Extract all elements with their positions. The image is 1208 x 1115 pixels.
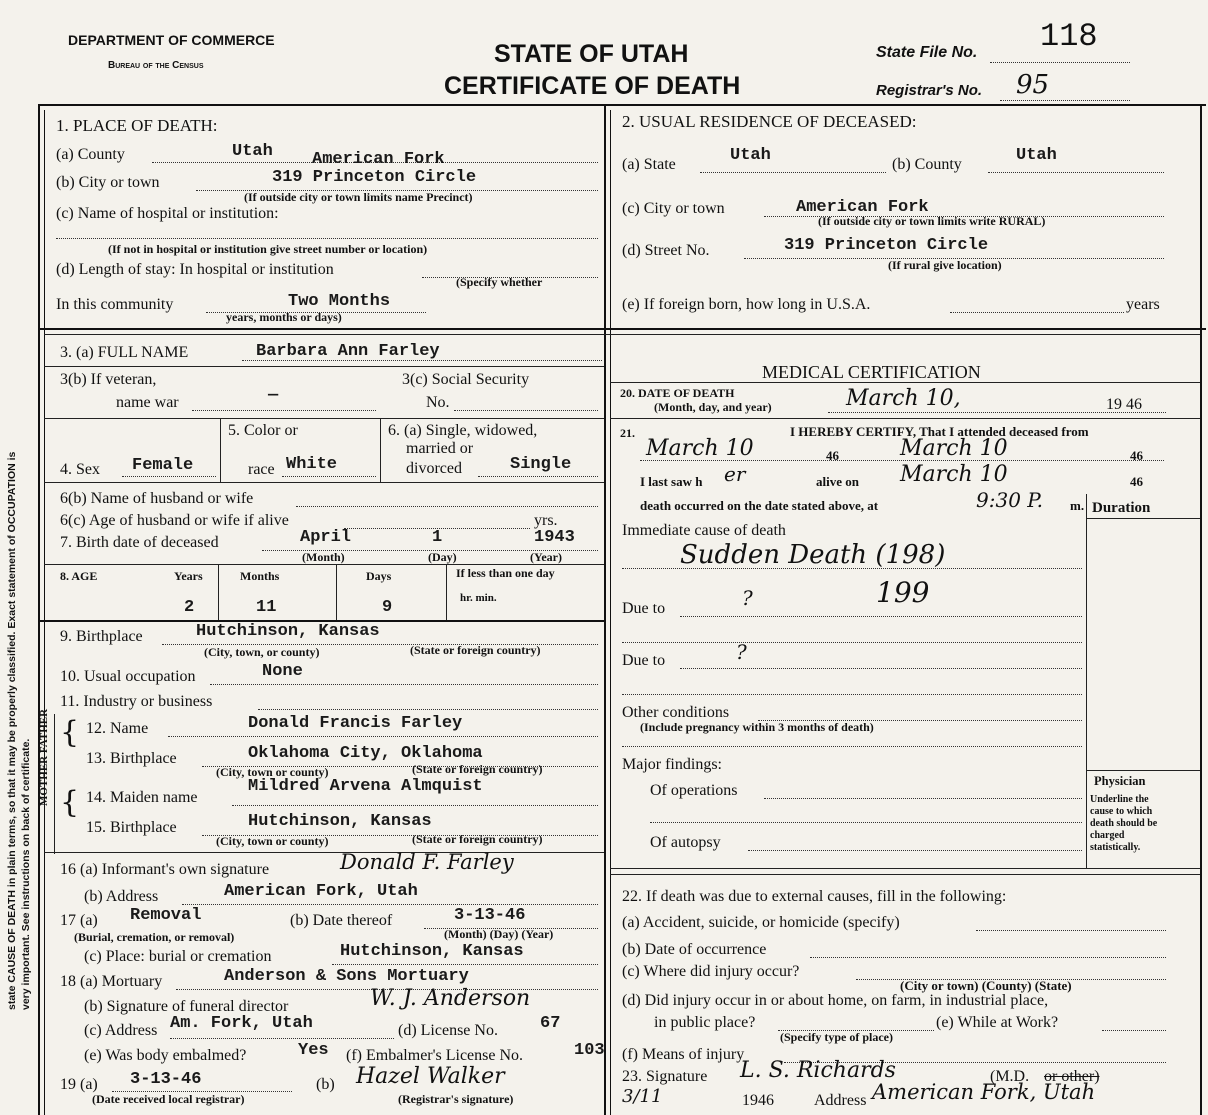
license-label: (d) License No. [398, 1022, 498, 1039]
street-note: (If rural give location) [888, 258, 1002, 272]
s22f-label: (f) Means of injury [622, 1046, 745, 1063]
embalmed-label: (e) Was body embalmed? [84, 1047, 247, 1064]
removal-value: Removal [130, 906, 202, 925]
res-county-label: (b) County [892, 156, 962, 173]
attend-to: March 10 [900, 436, 1008, 461]
age-hw-label: 6(c) Age of husband or wife if alive [60, 512, 289, 529]
inf-address-value: American Fork, Utah [224, 882, 418, 901]
fullname-label: 3. (a) FULL NAME [60, 344, 189, 361]
disposition-date-note: (Month) (Day) (Year) [444, 927, 554, 941]
month-note: (Month) [302, 550, 345, 564]
state-file-value: 118 [1040, 18, 1098, 55]
bureau: Bureau of the Census [108, 60, 204, 71]
time-value: 9:30 P. [976, 488, 1044, 512]
husband-label: 6(b) Name of husband or wife [60, 490, 254, 507]
operations-label: Of operations [650, 782, 738, 799]
community-value: Two Months [288, 292, 391, 311]
res-city-note: (If outside city or town limits write RURAL) [818, 214, 1046, 228]
city-value: 319 Princeton Circle [272, 168, 477, 187]
sec2-title: 2. USUAL RESIDENCE OF DECEASED: [622, 112, 917, 131]
war-label: name war [116, 394, 179, 411]
mother-city-note: (City, town or county) [216, 834, 329, 848]
street-value: 319 Princeton Circle [784, 236, 989, 255]
mortuary-value: Anderson & Sons Mortuary [224, 967, 469, 986]
duration-label: Duration [1092, 500, 1151, 516]
city-label: (b) City or town [56, 174, 160, 191]
year-note: (Year) [530, 550, 562, 564]
stay-label: (d) Length of stay: In hospital or institution [56, 261, 334, 278]
other-label: Other conditions [622, 704, 730, 721]
mother-label: 14. Maiden name [86, 789, 198, 806]
occupation-label: 10. Usual occupation [60, 668, 196, 685]
s22d-label: (d) Did injury occur in or about home, on farm, in industrial place, [622, 992, 1049, 1009]
registrar-sig-note: (Registrar's signature) [398, 1092, 514, 1106]
autopsy-label: Of autopsy [650, 834, 721, 851]
signature-year: 1946 [742, 1092, 774, 1109]
registrar-value: 95 [1016, 70, 1050, 100]
father-bp-value: Oklahoma City, Oklahoma [248, 744, 483, 763]
s22b-label: (b) Date of occurrence [622, 941, 767, 958]
title-state: STATE OF UTAH [494, 40, 689, 68]
marital-label-1: 6. (a) Single, widowed, [388, 422, 538, 439]
license-value: 67 [540, 1014, 561, 1033]
place-town-value: American Fork [312, 150, 445, 169]
father-name-label: 12. Name [86, 720, 149, 737]
months-col-label: Months [240, 569, 280, 583]
occurred-label: death occurred on the date stated above, at [640, 498, 879, 513]
physician-signature: L. S. Richards [740, 1058, 896, 1083]
mother-state-note: (State or foreign country) [412, 832, 543, 846]
hospital-label: (c) Name of hospital or institution: [56, 205, 279, 222]
to-year: 46 [1130, 448, 1143, 463]
embalmer-label: (f) Embalmer's License No. [346, 1047, 524, 1064]
years-label: years [1126, 296, 1160, 313]
marital-label-2: married or [406, 440, 474, 457]
father-bp-label: 13. Birthplace [86, 750, 177, 767]
ss-no-label: No. [426, 394, 450, 411]
birth-month: April [300, 528, 352, 547]
county-value: Utah [232, 142, 273, 161]
color-label: 5. Color or [228, 422, 298, 439]
s23-address-label: Address [814, 1092, 867, 1109]
registrar-signature: Hazel Walker [356, 1064, 505, 1089]
physician-note: Underline the cause to which death should be charged statistically. [1090, 794, 1158, 853]
mortuary-label: 18 (a) Mortuary [60, 973, 163, 990]
bp-city-note: (City, town, or county) [204, 645, 320, 659]
inf-address-label: (b) Address [84, 888, 159, 905]
alive-label: alive on [816, 474, 859, 489]
birth-year: 1943 [534, 528, 575, 547]
industry-label: 11. Industry or business [60, 693, 213, 710]
s23-label: 23. Signature [622, 1068, 708, 1085]
attend-from: March 10 [646, 436, 754, 461]
age-days: 9 [382, 598, 393, 617]
physician-label: Physician [1094, 774, 1146, 788]
mortuary-address-label: (c) Address [84, 1022, 158, 1039]
other-note: (Include pregnancy within 3 months of death) [640, 720, 874, 734]
due2-value: ? [736, 640, 747, 664]
specify-note: (Specify whether [456, 275, 543, 289]
cause-code: 199 [876, 576, 930, 609]
res-city-value: American Fork [796, 198, 929, 217]
registrar-label: Registrar's No. [876, 82, 983, 99]
medical-title: MEDICAL CERTIFICATION [762, 362, 981, 382]
mortuary-address-value: Am. Fork, Utah [170, 1014, 313, 1033]
s22c-note: (City or town) (County) (State) [900, 978, 1072, 993]
registrar-date-value: 3-13-46 [130, 1070, 202, 1089]
embalmer-value: 103 [574, 1041, 605, 1060]
age-years: 2 [184, 598, 195, 617]
physician-address: American Fork, Utah [872, 1080, 1096, 1104]
informant-label: 16 (a) Informant's own signature [60, 861, 270, 878]
bp-state-note: (State or foreign country) [410, 643, 541, 657]
birthplace-label: 9. Birthplace [60, 628, 143, 645]
mother-bp-label: 15. Birthplace [86, 819, 177, 836]
embalmed-value: Yes [298, 1041, 329, 1060]
veteran-label: 3(b) If veteran, [60, 371, 157, 388]
father-state-note: (State or foreign country) [412, 762, 543, 776]
removal-note: (Burial, cremation, or removal) [74, 930, 235, 944]
alive-year: 46 [1130, 474, 1143, 489]
d20-label: 20. DATE OF DEATH [620, 386, 735, 400]
marital-label-3: divorced [406, 460, 462, 477]
days-col-label: Days [366, 569, 392, 583]
md-label: (M.D. [990, 1068, 1030, 1085]
race-label: race [248, 461, 275, 478]
s22e-label: (e) While at Work? [936, 1014, 1059, 1031]
director-label: (b) Signature of funeral director [84, 998, 289, 1015]
lessday-label: If less than one day [456, 566, 555, 580]
birthplace-value: Hutchinson, Kansas [196, 622, 380, 641]
age-label: 8. AGE [60, 569, 98, 583]
registrar-sig-label: (b) [316, 1076, 335, 1093]
signature-date: 3/11 [622, 1086, 663, 1107]
certify-text: I HEREBY CERTIFY, That I attended deceased from [790, 424, 1089, 439]
age-months: 11 [256, 598, 277, 617]
major-label: Major findings: [622, 756, 722, 773]
d20-note: (Month, day, and year) [654, 400, 772, 414]
registrar-date-label: 19 (a) [60, 1076, 98, 1093]
res-county-value: Utah [1016, 146, 1057, 165]
informant-signature: Donald F. Farley [340, 850, 514, 874]
father-name-value: Donald Francis Farley [248, 714, 463, 733]
s22c-label: (c) Where did injury occur? [622, 963, 800, 980]
mother-value: Mildred Arvena Almquist [248, 777, 483, 796]
lastsaw-label: I last saw h [640, 474, 703, 489]
due2-label: Due to [622, 652, 666, 669]
marital-value: Single [510, 455, 572, 474]
other-title: or other) [1044, 1068, 1100, 1085]
mother-bp-value: Hutchinson, Kansas [248, 812, 432, 831]
years-col-label: Years [174, 569, 203, 583]
due1-label: Due to [622, 600, 666, 617]
d20-year: 19 46 [1106, 396, 1142, 413]
day-note: (Day) [428, 550, 457, 564]
war-value: — [268, 386, 279, 405]
res-state-label: (a) State [622, 156, 676, 173]
occupation-value: None [262, 662, 303, 681]
s22-label: 22. If death was due to external causes, fill in the following: [622, 888, 1007, 905]
place-value: Hutchinson, Kansas [340, 942, 524, 961]
department: DEPARTMENT OF COMMERCE [68, 32, 275, 48]
father-city-note: (City, town or county) [216, 765, 329, 779]
c21-label: 21. [620, 426, 635, 440]
margin-instruction-2: very important. See instructions on back of certificate. [20, 738, 32, 1010]
m-label: m. [1070, 498, 1085, 513]
s22a-label: (a) Accident, suicide, or homicide (specify) [622, 914, 900, 931]
due1-value: ? [742, 586, 753, 610]
alive-value: March 10 [900, 462, 1008, 487]
sec1-title: 1. PLACE OF DEATH: [56, 116, 218, 135]
yrs-label: yrs. [534, 512, 558, 529]
immediate-label: Immediate cause of death [622, 522, 786, 539]
director-signature: W. J. Anderson [370, 986, 531, 1011]
ss-label: 3(c) Social Security [402, 371, 530, 388]
state-file-label: State File No. [876, 44, 978, 61]
s22d-note: (Specify type of place) [780, 1030, 893, 1044]
fullname-value: Barbara Ann Farley [256, 342, 440, 361]
margin-instruction-1: state CAUSE OF DEATH in plain terms, so that it may be properly classified. Exact statement of OCCUPATION is [6, 451, 18, 1010]
from-year: 46 [826, 448, 839, 463]
street-label: (d) Street No. [622, 242, 710, 259]
parent-side-label: MOTHER FATHER [38, 708, 50, 806]
disposition-date-label: (b) Date thereof [290, 912, 393, 929]
foreign-label: (e) If foreign born, how long in U.S.A. [622, 296, 871, 313]
s22d2-label: in public place? [654, 1014, 756, 1031]
removal-label: 17 (a) [60, 912, 98, 929]
immediate-value: Sudden Death (198) [680, 540, 946, 570]
sex-value: Female [132, 456, 194, 475]
birth-day: 1 [432, 528, 443, 547]
disposition-date-value: 3-13-46 [454, 906, 526, 925]
hospital-note: (If not in hospital or institution give street number or location) [108, 242, 428, 256]
community-label: In this community [56, 296, 174, 313]
community-note: years, months or days) [226, 310, 342, 324]
title-certificate: CERTIFICATE OF DEATH [444, 72, 741, 100]
d20-value: March 10, [846, 386, 961, 411]
lastsaw-value: er [724, 462, 746, 486]
place-label: (c) Place: burial or cremation [84, 948, 272, 965]
race-value: White [286, 455, 338, 474]
city-note: (If outside city or town limits name Precinct) [244, 190, 473, 204]
registrar-date-note: (Date received local registrar) [92, 1092, 245, 1106]
res-state-value: Utah [730, 146, 771, 165]
county-label: (a) County [56, 146, 125, 163]
sex-label: 4. Sex [60, 461, 100, 478]
hr-min-label: hr. min. [460, 592, 497, 604]
birth-label: 7. Birth date of deceased [60, 534, 219, 551]
res-city-label: (c) City or town [622, 200, 725, 217]
